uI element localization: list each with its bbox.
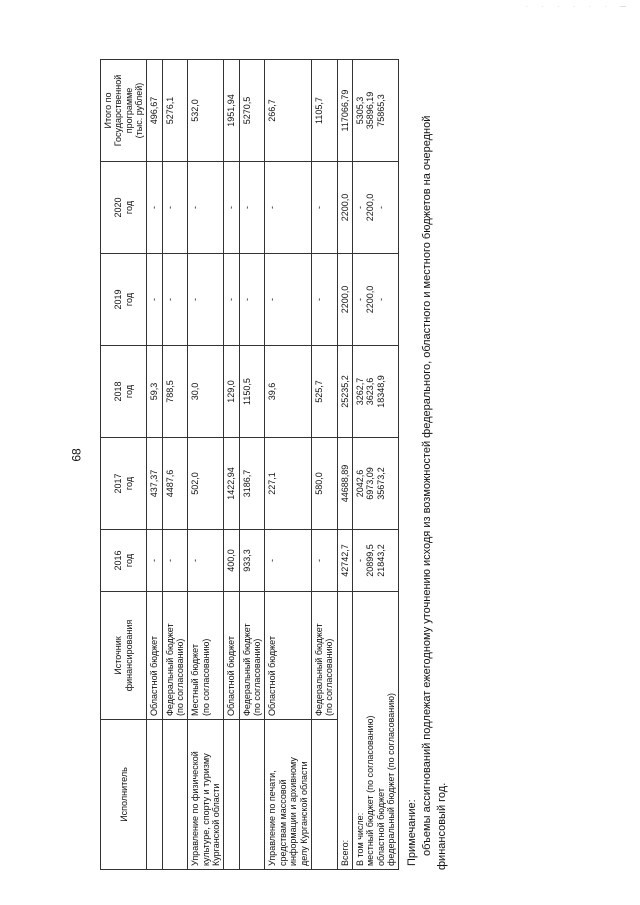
cell-2018: 1150,5 — [239, 346, 265, 438]
note-title: Примечание: — [406, 799, 419, 866]
header-2019: 2019 год — [101, 254, 147, 346]
page-number: 68 — [69, 448, 84, 462]
cell-2020: - — [311, 162, 337, 254]
cell-executor — [147, 720, 162, 870]
table-body — [147, 60, 399, 870]
cell-source: Местный бюджет (по согласованию) — [188, 592, 224, 720]
cell-executor — [162, 720, 188, 870]
table-row — [188, 60, 224, 870]
breakdown-2016: - 20899,5 21843,2 — [352, 530, 398, 592]
cell-2017: 4487,6 — [162, 438, 188, 530]
header-2020: 2020 год — [101, 162, 147, 254]
cell-executor: Управление по физической культуре, спорту и туризму Курганской области — [188, 720, 224, 870]
cell-2019: - — [311, 254, 337, 346]
cell-source: Областной бюджет — [224, 592, 239, 720]
table-row — [265, 60, 311, 870]
header-source: Источник финансирования — [101, 592, 147, 720]
cell-total: 266,7 — [265, 60, 311, 162]
total-label: Всего: — [337, 592, 352, 870]
cell-2019: - — [239, 254, 265, 346]
total-2018: 25235,2 — [337, 346, 352, 438]
cell-source: Федеральный бюджет (по согласованию) — [239, 592, 265, 720]
budget-table — [100, 59, 399, 870]
cell-2018: 30,0 — [188, 346, 224, 438]
breakdown-2017: 2042,6 6973,09 35673,2 — [352, 438, 398, 530]
breakdown-row — [352, 60, 398, 870]
header-row — [101, 60, 147, 870]
cell-total: 1105,7 — [311, 60, 337, 162]
table-row — [311, 60, 337, 870]
total-sum: 117066,79 — [337, 60, 352, 162]
cell-2016: - — [162, 530, 188, 592]
table-row — [147, 60, 162, 870]
breakdown-2020: - 2200,0 - — [352, 162, 398, 254]
cell-2018: 788,5 — [162, 346, 188, 438]
cell-source: Областной бюджет — [147, 592, 162, 720]
cell-2017: 1422,94 — [224, 438, 239, 530]
cell-source: Областной бюджет — [265, 592, 311, 720]
total-2016: 42742,7 — [337, 530, 352, 592]
cell-total: 5270,5 — [239, 60, 265, 162]
cell-2017: 437,37 — [147, 438, 162, 530]
header-2018: 2018 год — [101, 346, 147, 438]
cell-2019: - — [162, 254, 188, 346]
table-row — [162, 60, 188, 870]
cell-2017: 3186,7 — [239, 438, 265, 530]
header-total: Итого по Государственной программе (тыс. рублей) — [101, 60, 147, 162]
breakdown-2019: - 2200,0 - — [352, 254, 398, 346]
corner-marks: · · · · · · — — [526, 4, 632, 10]
cell-2020: - — [224, 162, 239, 254]
cell-total: 1951,94 — [224, 60, 239, 162]
cell-2020: - — [147, 162, 162, 254]
total-2017: 44688,89 — [337, 438, 352, 530]
header-2017: 2017 год — [101, 438, 147, 530]
cell-total: 496,67 — [147, 60, 162, 162]
breakdown-total: 5305,3 35896,19 75865,3 — [352, 60, 398, 162]
rotated-content — [100, 60, 490, 870]
cell-2019: - — [224, 254, 239, 346]
cell-2016: - — [311, 530, 337, 592]
cell-2018: 129,0 — [224, 346, 239, 438]
header-executor: Исполнитель — [101, 720, 147, 870]
cell-2016: - — [188, 530, 224, 592]
total-row — [337, 60, 352, 870]
cell-source: Федеральный бюджет (по согласованию) — [311, 592, 337, 720]
cell-2020: - — [265, 162, 311, 254]
table-row — [224, 60, 239, 870]
cell-executor — [224, 720, 239, 870]
cell-2016: - — [265, 530, 311, 592]
cell-2019: - — [188, 254, 224, 346]
cell-2017: 502,0 — [188, 438, 224, 530]
total-2020: 2200,0 — [337, 162, 352, 254]
cell-total: 5276,1 — [162, 60, 188, 162]
cell-2016: - — [147, 530, 162, 592]
cell-2018: 525,7 — [311, 346, 337, 438]
table-row — [239, 60, 265, 870]
note-block — [405, 60, 450, 870]
cell-2020: - — [239, 162, 265, 254]
cell-2016: 400,0 — [224, 530, 239, 592]
cell-2020: - — [188, 162, 224, 254]
total-2019: 2200,0 — [337, 254, 352, 346]
breakdown-label: В том числе: местный бюджет (по согласованию) областной бюджет федеральный бюджет (по согласованию) — [352, 592, 398, 870]
cell-executor — [311, 720, 337, 870]
cell-executor: Управление по печати, средствам массовой информации и архивному делу Курганской области — [265, 720, 311, 870]
cell-2019: - — [147, 254, 162, 346]
cell-2020: - — [162, 162, 188, 254]
cell-2016: 933,3 — [239, 530, 265, 592]
cell-source: Федеральный бюджет (по согласованию) — [162, 592, 188, 720]
cell-executor — [239, 720, 265, 870]
cell-2018: 39,6 — [265, 346, 311, 438]
note-text: объемы ассигнований подлежат ежегодному уточнению исходя из возможностей федерального, областного и местного бюджетов на очередной финансовый год. — [421, 115, 448, 870]
cell-2017: 580,0 — [311, 438, 337, 530]
cell-2017: 227,1 — [265, 438, 311, 530]
breakdown-2018: 3262,7 3623,6 18348,9 — [352, 346, 398, 438]
header-2016: 2016 год — [101, 530, 147, 592]
cell-total: 532,0 — [188, 60, 224, 162]
cell-2018: 59,3 — [147, 346, 162, 438]
cell-2019: - — [265, 254, 311, 346]
